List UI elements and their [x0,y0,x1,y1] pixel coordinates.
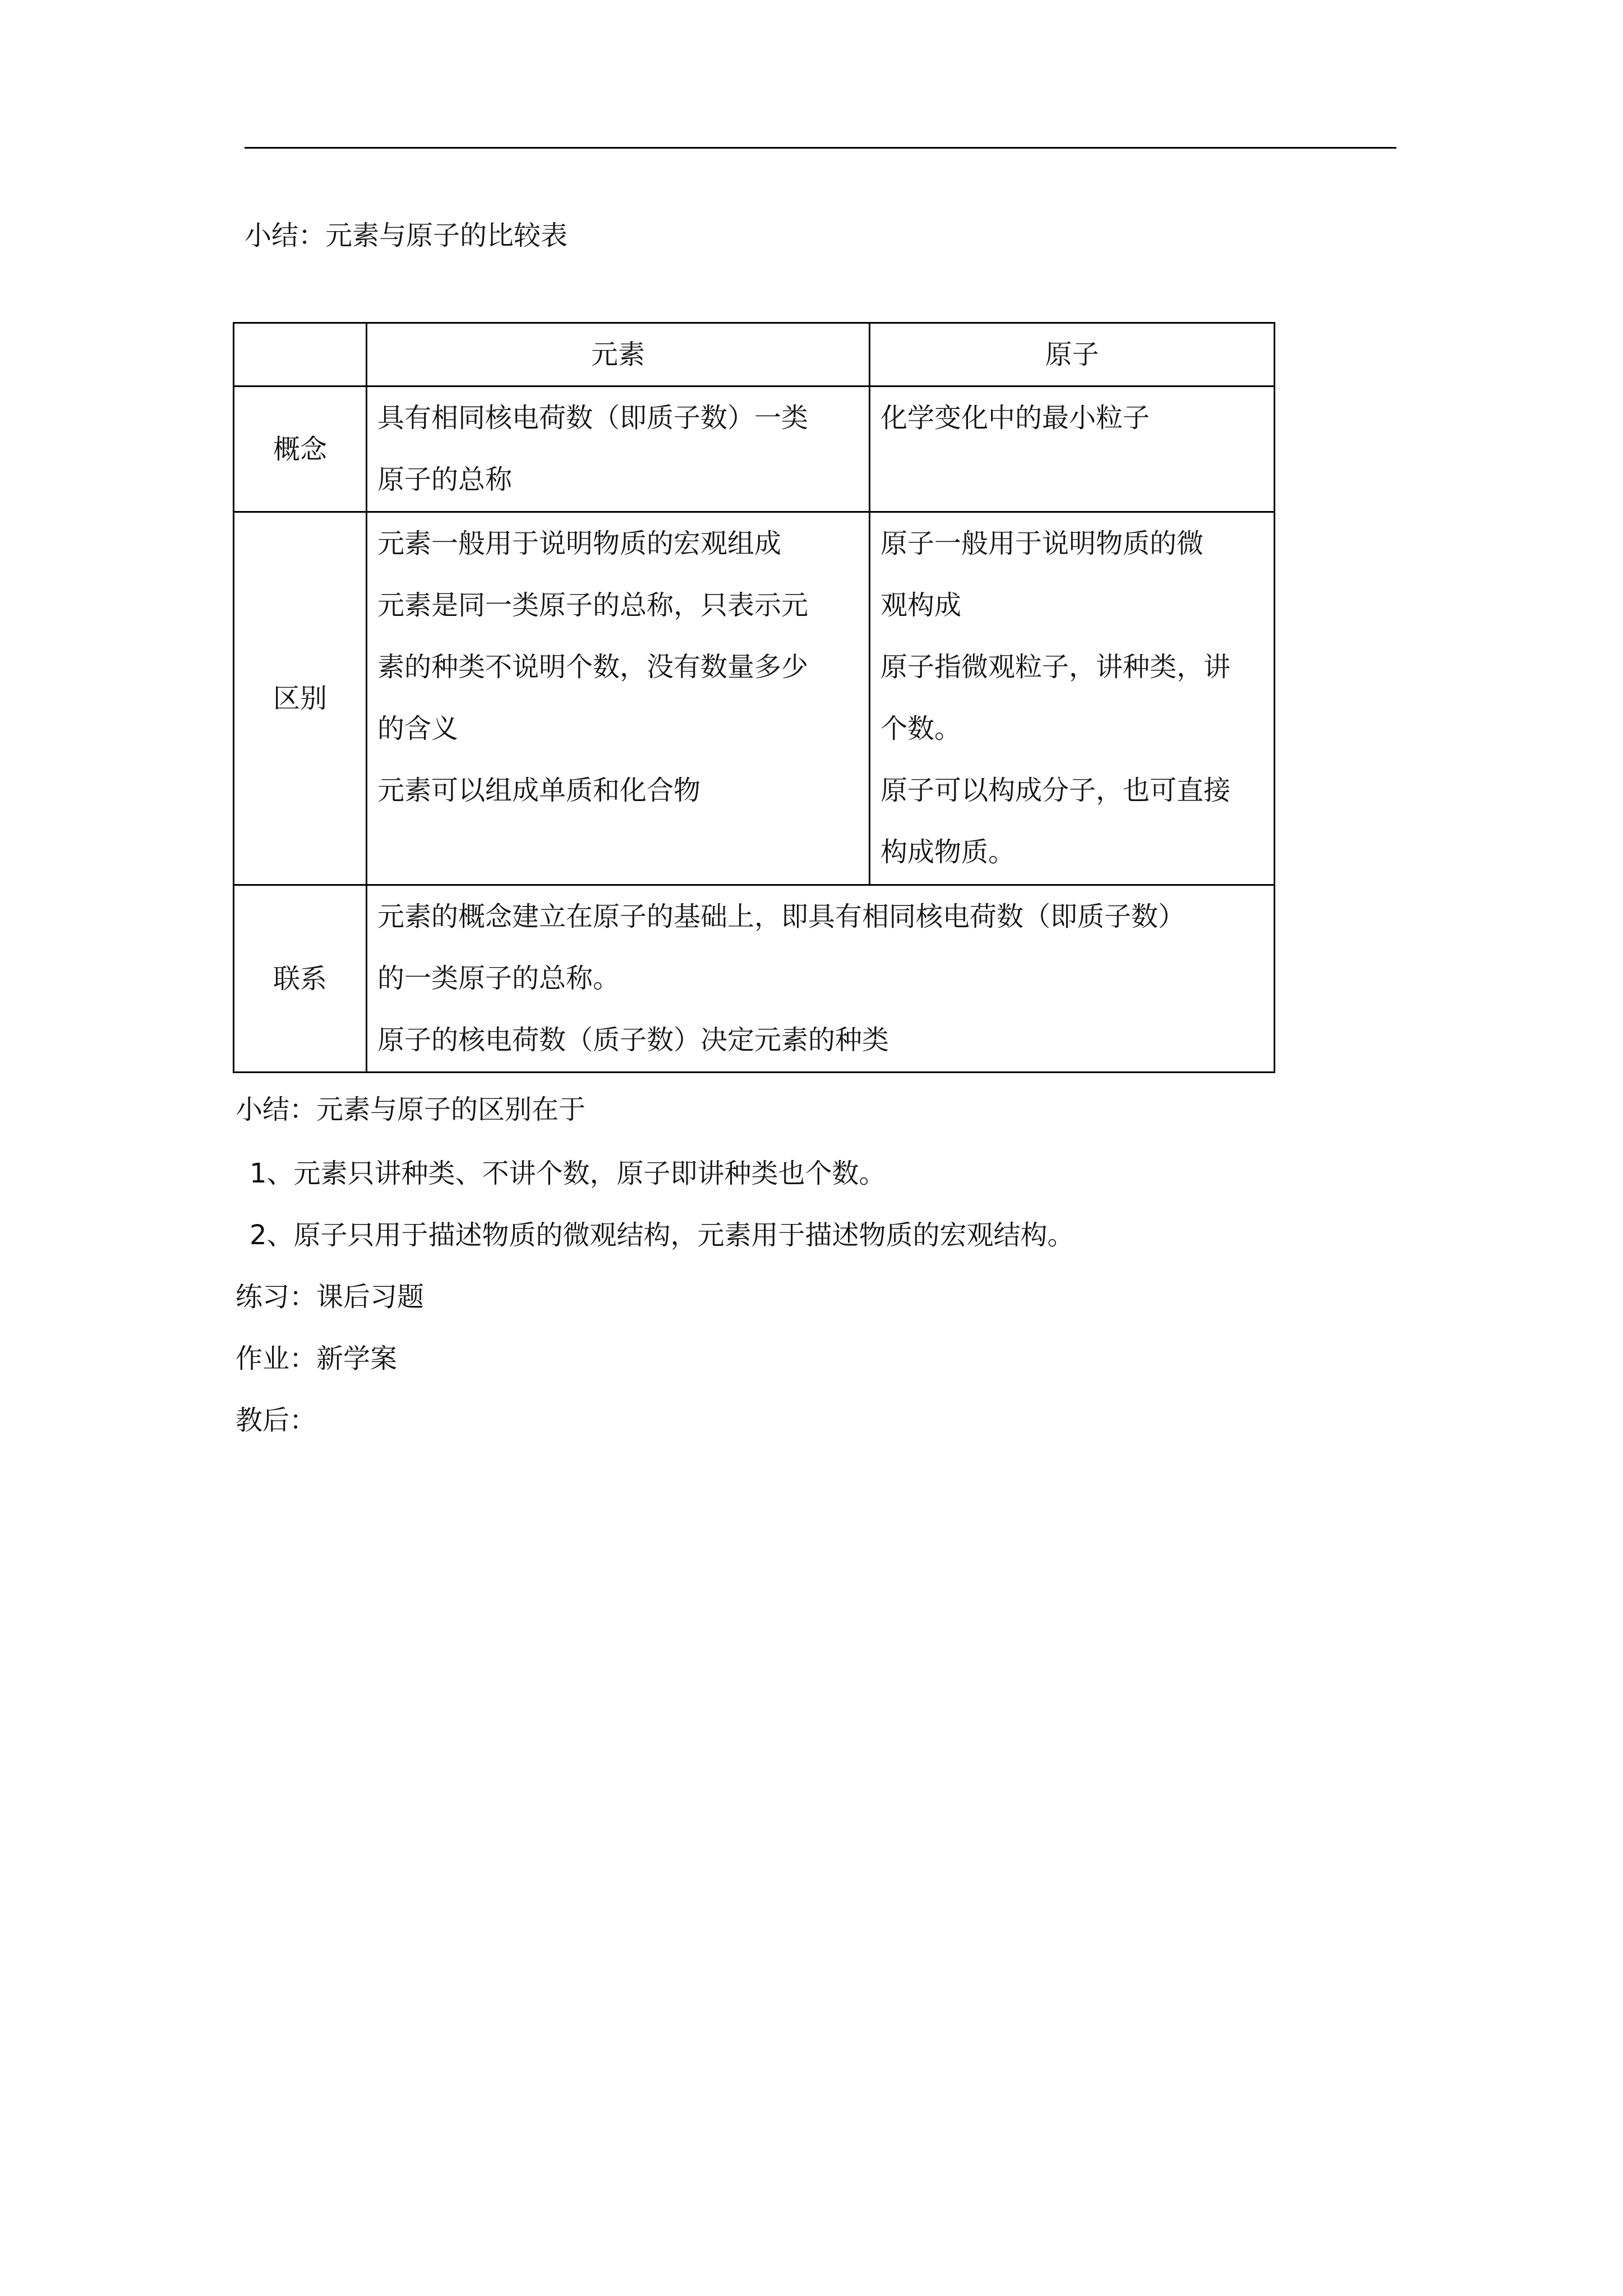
header-corner-cell [234,323,367,386]
table-header-row [234,323,1275,386]
cell-text-line: 原子指微观粒子，讲种类，讲 [880,651,1231,683]
relation-merged-cell [367,885,1275,1073]
reflection-line: 教后： [236,1405,317,1436]
list-item: 1、元素只讲种类、不讲个数，原子即讲种类也个数。 [250,1158,886,1189]
row-label-difference: 区别 [234,512,367,885]
cell-text-line: 原子一般用于说明物质的微 [880,528,1204,559]
cell-text-line: 观构成 [880,590,962,621]
row-label-relation: 联系 [234,885,367,1073]
cell-text-line: 元素一般用于说明物质的宏观组成 [377,528,782,559]
cell-text-line: 原子的总称 [377,464,513,495]
row-label-concept: 概念 [234,386,367,512]
table-row-relation [234,885,1275,1073]
difference-atom-cell [870,512,1275,885]
concept-atom-cell [870,386,1275,512]
cell-text-line: 元素的概念建立在原子的基础上，即具有相同核电荷数（即质子数） [377,901,1186,932]
cell-text-line: 构成物质。 [880,836,1016,868]
header-atom-cell: 原子 [870,323,1275,386]
cell-text-line: 元素是同一类原子的总称，只表示元 [377,590,809,621]
summary-title: 小结：元素与原子的比较表 [245,220,568,251]
homework-line: 作业：新学案 [236,1343,398,1374]
cell-text-line: 素的种类不说明个数，没有数量多少 [377,651,809,683]
cell-text-line: 原子的核电荷数（质子数）决定元素的种类 [377,1024,889,1056]
table-row-difference [234,512,1275,885]
header-element-cell: 元素 [367,323,870,386]
table-row-concept [234,386,1275,512]
comparison-table [233,322,1275,1073]
concept-element-cell [367,386,870,512]
exercise-line: 练习：课后习题 [236,1281,425,1313]
cell-text-line: 个数。 [880,713,962,744]
cell-text-line: 具有相同核电荷数（即质子数）一类 [377,402,809,434]
cell-text-line: 化学变化中的最小粒子 [880,402,1150,434]
difference-title: 小结：元素与原子的区别在于 [236,1094,586,1125]
cell-text-line: 的含义 [377,713,459,744]
cell-text-line: 原子可以构成分子，也可直接 [880,775,1231,806]
difference-element-cell [367,512,870,885]
cell-text-line: 元素可以组成单质和化合物 [377,775,701,806]
list-item: 2、原子只用于描述物质的微观结构，元素用于描述物质的宏观结构。 [250,1220,1075,1251]
header-rule [245,147,1396,149]
cell-text-line: 的一类原子的总称。 [377,963,620,994]
